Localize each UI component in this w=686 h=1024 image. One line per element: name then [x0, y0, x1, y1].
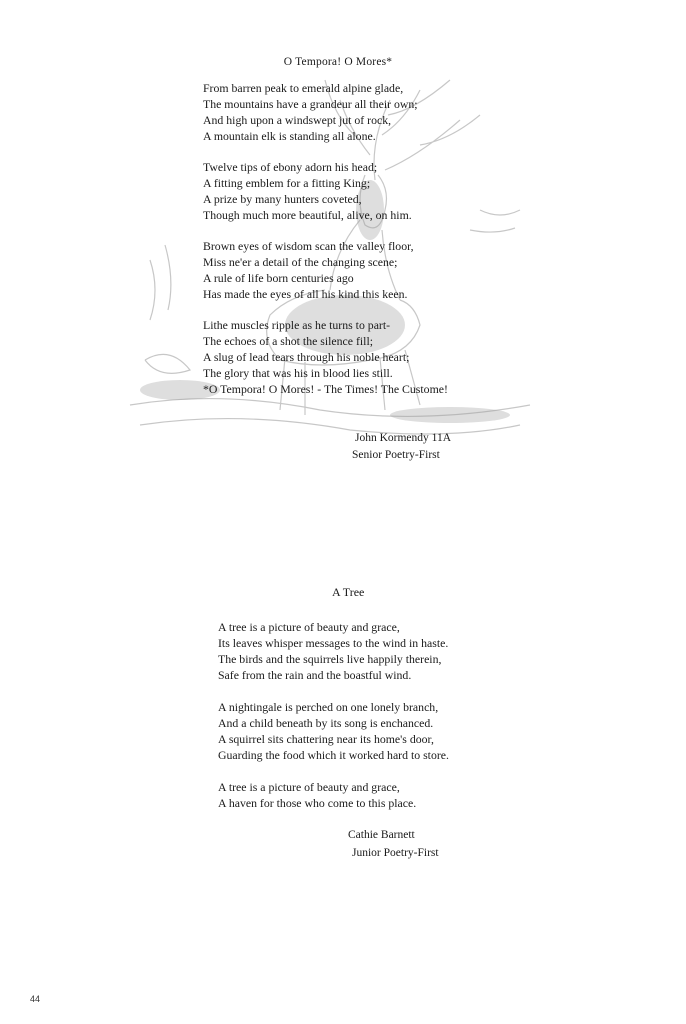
poem-line: The echoes of a shot the silence fill;: [203, 334, 374, 348]
poem-line: Guarding the food which it worked hard to store.: [218, 748, 449, 762]
poem-line: Has made the eyes of all his kind this keen.: [203, 287, 408, 301]
poem-line: A tree is a picture of beauty and grace,: [218, 780, 400, 794]
poem-line: A fitting emblem for a fitting King;: [203, 176, 371, 190]
poem-line: Twelve tips of ebony adorn his head;: [203, 160, 378, 174]
poem-footnote: *O Tempora! O Mores! - The Times! The Custome!: [203, 382, 448, 396]
poem-line: A haven for those who come to this place.: [218, 796, 417, 810]
stanza: [218, 699, 449, 763]
poem-attribution: [348, 826, 439, 862]
stanza: [203, 317, 503, 381]
stanza: [203, 238, 503, 302]
poem-line: Lithe muscles ripple as he turns to part-: [203, 318, 391, 332]
poem-line: From barren peak to emerald alpine glade,: [203, 81, 404, 95]
stanza: [218, 619, 449, 683]
poem-line: A squirrel sits chattering near its home's door,: [218, 732, 434, 746]
poem-line: The glory that was his in blood lies still.: [203, 366, 393, 380]
poem-line: A slug of lead tears through his noble heart;: [203, 350, 410, 364]
author-name: John Kormendy 11A: [355, 432, 452, 444]
poem-o-tempora: [203, 56, 503, 397]
award-label: Junior Poetry-First: [352, 847, 439, 859]
poem-line: The mountains have a grandeur all their own;: [203, 97, 418, 111]
stanza: [203, 80, 503, 144]
poem-line: Brown eyes of wisdom scan the valley floor,: [203, 239, 414, 253]
stanza: [218, 779, 449, 811]
poem-line: A rule of life born centuries ago: [203, 271, 354, 285]
award-label: Senior Poetry-First: [352, 449, 440, 461]
poem-line: And a child beneath by its song is enchanced.: [218, 716, 434, 730]
page-number: 44: [30, 994, 41, 1004]
poem-line: Its leaves whisper messages to the wind in haste.: [218, 636, 449, 650]
stanza: [203, 159, 503, 223]
poem-line: Miss ne'er a detail of the changing scene;: [203, 255, 398, 269]
poem-line: A nightingale is perched on one lonely branch,: [218, 700, 439, 714]
poem-line: A mountain elk is standing all alone.: [203, 129, 376, 143]
poem-line: A prize by many hunters coveted,: [203, 192, 362, 206]
poem-title: A Tree: [332, 585, 365, 599]
poem-line: Safe from the rain and the boastful wind.: [218, 668, 412, 682]
poem-line: And high upon a windswept jut of rock,: [203, 113, 392, 127]
poem-line: Though much more beautiful, alive, on him.: [203, 208, 412, 222]
poem-title: O Tempora! O Mores*: [283, 56, 393, 68]
poem-line: The birds and the squirrels live happily therein,: [218, 652, 442, 666]
poem-attribution: [352, 430, 451, 464]
author-name: Cathie Barnett: [348, 829, 415, 841]
poem-line: A tree is a picture of beauty and grace,: [218, 620, 400, 634]
poem-body: [218, 619, 449, 827]
